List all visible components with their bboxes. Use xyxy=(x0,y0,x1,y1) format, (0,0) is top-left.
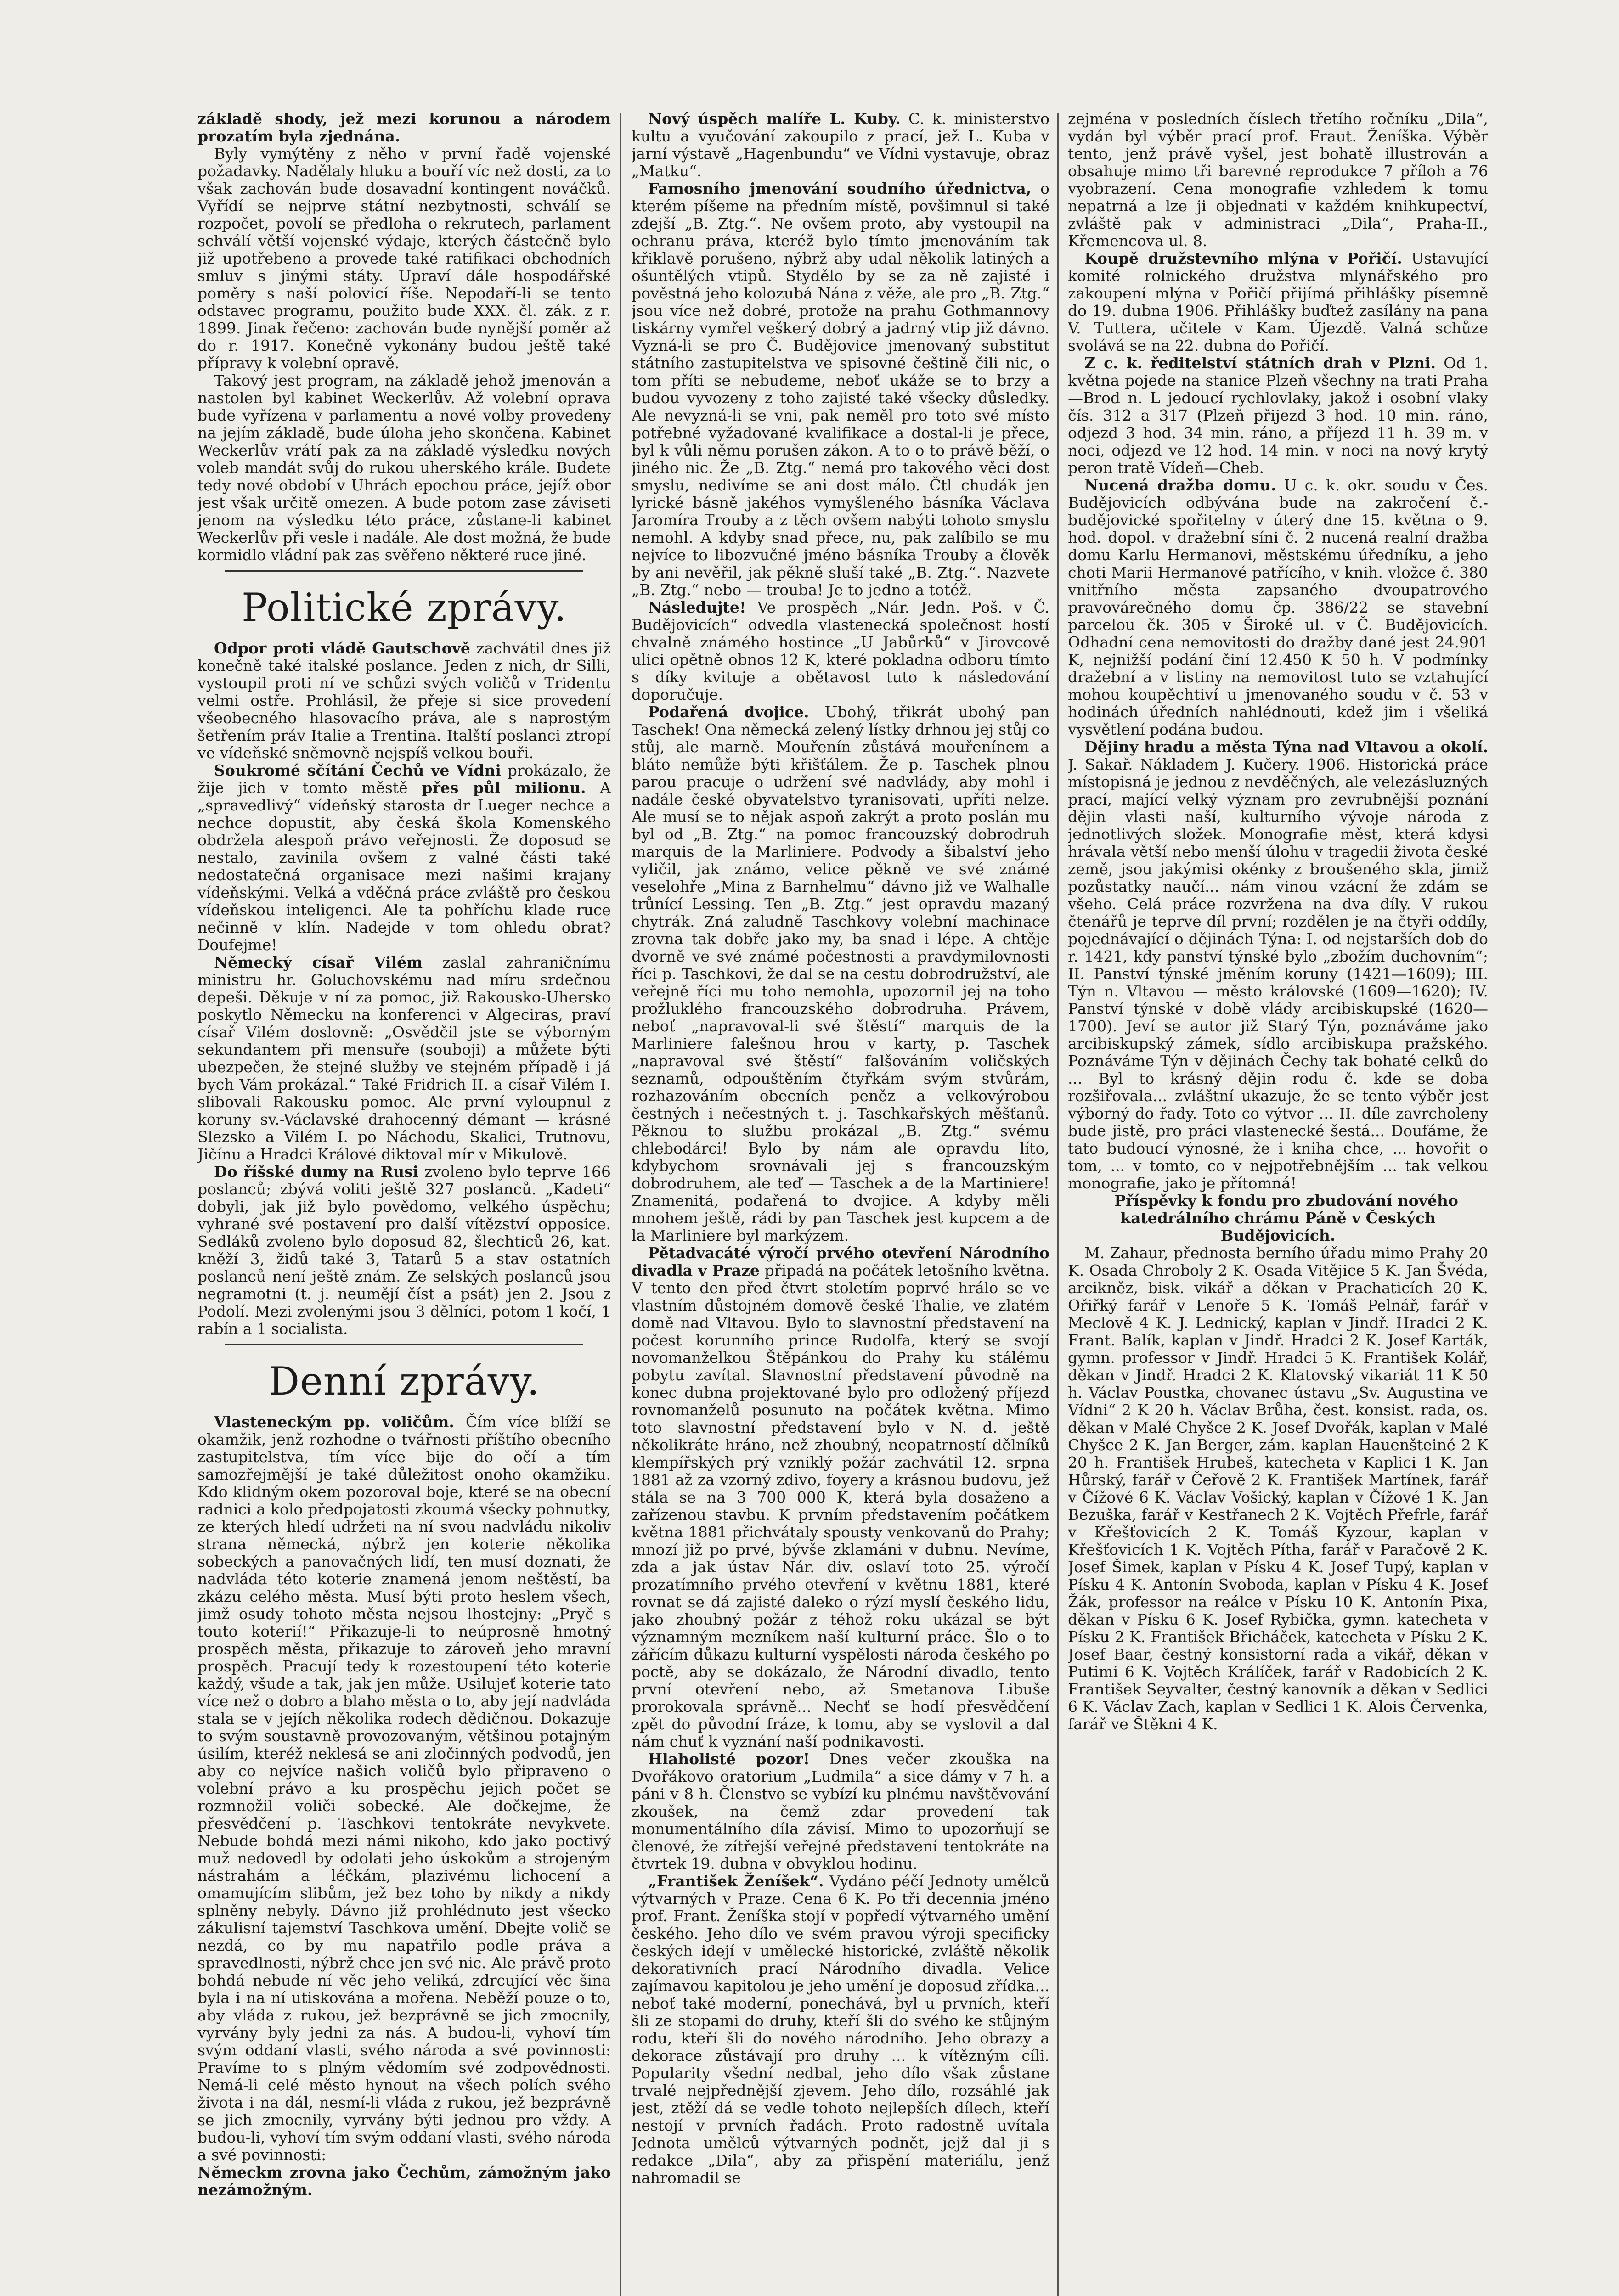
article-title: Hlaholisté pozor! xyxy=(648,1750,810,1768)
article-title: Soukromé sčítání Čechů ve Vídni xyxy=(214,761,501,779)
section-heading-political: Politické zprávy. xyxy=(241,585,567,630)
article-title: Odpor proti vládě Gautschově xyxy=(214,639,470,657)
article-title: Z c. k. ředitelství státních drah v Plzni. xyxy=(1084,354,1436,372)
article-text: C. k. ministerstvo kultu a vyučování zakoupilo z prací, jež L. Kuba v jarní výstavě „Hagenbundu“ ve Vídni vystavuje, obraz „Matku“. xyxy=(632,110,1049,180)
article-text: Ve prospěch „Nár. Jedn. Poš. v Č. Budějovicích“ odvedla vlastenecká společnost hostí chvalně známého hostince „U Jabůrků“ v Jirovcově ulici opětně obnos 12 K, které pokladna odboru tímto s díky kvituje a obětavost tuto k následování doporučuje. xyxy=(632,598,1049,703)
article-title: Nový úspěch malíře L. Kuby. xyxy=(648,110,901,128)
article-title: Vlasteneckým pp. voličům. xyxy=(214,1413,454,1431)
article-text: zachvátil dnes již konečně také italské poslance. Jeden z nich, dr Silli, vystoupil proti ní ve schůzi svých voličů v Tridentu velmi ostře. Prohlásil, že přeje si sice provedení všeobecného hlasovacího práva, ale s naprostým šetřením práv Italie a Trentina. Italští poslanci ztropí ve vídeňské sněmovně nejspíš velkou bouři. xyxy=(197,639,611,762)
paragraph: Takový jest program, na základě jehož jmenován a nastolen byl kabinet Weckerlův. Až volební oprava bude vyřízena v parlamentu a nové volby provedeny na jejím základě, bude úloha jeho skončena. Kabinet Weckerlův vrátí pak za na základě výsledku nových voleb mandát svůj do rukou uherského krále. Budete tedy nové období v Uhrách epochou práce, jejíž obor jest však určitě omezen. A bude potom zase záviseti jenom na výsledku této práce, zůstane-li kabinet Weckerlův při vesle i nadále. Ale dost možná, že bude kormidlo vládní pak zas svěřeno některé ruce jiné. xyxy=(197,371,611,564)
article-title: Následujte! xyxy=(648,598,746,616)
article-text: A „spravedlivý“ vídeňský starosta dr Lueger nechce a nechce dopustit, aby česká škola Komenského obdržela alespoň právo veřejnosti. Že doposud se nestalo, zavinila ovšem z valné části také nedostatečná organisace mezi našimi krajany vídeňskými. Velká a vděčná práce zvláště pro českou vídeňskou inteligenci. Ale ta pohříchu klade ruce nečinně v klín. Nadejde v tom ohledu obrat? Doufejme! xyxy=(197,779,611,954)
article-text: J. Sakař. Nákladem J. Kučery. 1906. Historická práce místopisná je jednou z nevděčných, ale velezásluzných prací, mající velký význam pro zevrubnější poznání dějin vlasti naší, kulturního vývoje národa z jednotlivých složek. Monografie měst, která kdysi hrávala větší nebo menší úlohu v tragedii života české země, jsou jakýmisi okénky z broušeného skla, jimiž pozůstatky naučí... nám vinou vzácní že zdám se všeho. Celá práce rozvržena na dva díly. V rukou čtenářů je teprve díl první; rozdělen je na čtyři oddíly, pojednávající o dějinách Týna: I. od nejstarších dob do r. 1421, kdy panství týnské bylo „zbožím duchovním“; II. Panství týnské jměním koruny (1421—1609); III. Týn n. Vltavou — město královské (1609—1620); IV. Panství týnské v době vlády arcibiskupské (1620—1700). Jeví se autor již Starý Týn, poznáváme jako arcibiskupský zámek, sídlo arcibiskupa pražského. Poznáváme Týn v dějinách Čechy tak bohaté celků do ... Byl to krásný dějin rodu č. kde se doba rozšiřovala... zvláštní ukazuje, že se tento výběr jest výborný do řady. Toto co výtvor ... II. díle zavrcholeny bude jistě, pro práci vlastenecké šestá... Doufáme, že tato budoucí výnosné, že i kniha chce, ... hovořit o tom, ... v tomto, co v nejpotřebnějším ... tak velkou monografie, jako je přítomná! xyxy=(1068,755,1488,1192)
article-title: Dějiny hradu a města Týna nad Vltavou a okolí. xyxy=(1084,738,1488,756)
article-text: připadá na počátek letošního května. V tento den před čtvrt stoletím poprvé hrálo se ve vlastním důstojném domově české Thalie, ve zlatém domě nad Vltavou. Bylo to slavnostní představení na počest korunního prince Rudolfa, který se svojí novomanželkou Štěpánkou do Prahy ku stálému pobytu zavítal. Slavnostní představení původně na konec dubna projektované bylo pro odložený příjezd rovnomanželů posunuto na počátek května. Mimo toto slavnostní představení bylo v N. d. ještě několikráte hráno, než zhoubný, neopatrností dělníků klempířských prý vzniklý požár zachvátil 12. srpna 1881 až za vzorný zdivo, foyery a krásnou budovu, jež stála se na 3 700 000 K, která byla dosaženo a zařízenou stavbu. K prvním představením počátkem května 1881 přichvátaly spousty venkovanů do Prahy; mnozí již po prvé, bývše zklamáni v dubnu. Nevíme, zda a jak ústav Nár. div. oslaví toto 25. výročí prozatímního prvého otevření v květnu 1881, které rovnat se dá zajisté daleko o rýzí myslí českého lidu, jako zhoubný požár z téhož roku ukázal se být významným mezníkem naší kulturní práce. Šlo o to zářícím důkazu kulturní vyspělosti národa českého po poctě, aby se dokázalo, že Národní divadlo, tento první otevření nebo, až Smetanova Libuše prorokovala správně... Nechť se hodí přesvědčení zpět do původní fráze, k tomu, aby se vyslovil a dal nám chuť k vyznání naší podnikavosti. xyxy=(632,1261,1049,1750)
article-text: o kterém píšeme na předním místě, povšimnul si také zdejší „B. Ztg.“. Ne ovšem proto, aby vystoupil na ochranu práva, kteréž bylo tímto jmenováním tak křiklavě porušeno, nýbrž aby udal několik latiných a ošuntělých vtipů. Stydělo by se za ně zajisté i pověstná jeho kolozubá Nána z věže, ale pro „B. Ztg.“ jsou více než dobré, protože na prahu Gothmannovy tiskárny vymřel veškerý dobrý a jadrný vtip již dávno. Vyzná-li se pro Č. Budějovice jmenovaný substitut státního zastupitelstva ve spisovné češtině čili nic, o tom příti se nebudeme, neboť ukáže se to brzy a budou vyvozeny z toho zajisté také všecky důsledky. Ale nevyzná-li se vni, pak neměl pro toto své místo potřebné vyžadované kvalifikace a dostal-li je přece, byl k vůli němu porušen zákon. A to o to právě běží, o jiného nic. Že „B. Ztg.“ nemá pro takového věci dost smyslu, nedivíme se ani dost málo. Čtl chudák jen lyrické básně jakéhos vymyšleného básníka Václava Jaromíra Trouby a z těch ovšem nabýti tohoto smyslu nemohl. A kdyby snad přece, nu, pak zalíbilo se mu nejvíce to libozvučné jméno básníka Trouby a člověk by ani nevěřil, jak pěkně sluší také „B. Ztg.“. Nazvete „B. Ztg.“ nebo — trouba! Je to jedno a totéž. xyxy=(632,180,1049,599)
section-heading-daily: Denní zprávy. xyxy=(268,1359,540,1404)
article-text: zejména v posledních číslech třetího ročníku „Dila“, vydán byl výběr prací prof. Fraut. Ženíška. Výběr tento, jenž právě vyšel, jest bohatě illustrován a obsahuje mimo tři barevné reprodukce 7 příloh a 76 vyobrazení. Cena monografie vzhledem k tomu nepatrná a lze ji objednati v každém knihkupectví, zvláště pak v administraci „Dila“, Praha-II., Křemencova ul. 8. xyxy=(1068,110,1488,250)
column-rule xyxy=(620,113,621,2296)
article-text: zaslal zahraničnímu ministru hr. Goluchovskému nad míru srdečnou depeši. Děkuje v ní za pomoc, již Rakousko-Uhersko poskytlo Německu na konferenci v Algeciras, praví císař Vilém doslovně: „Osvědčil jste se výborným sekundantem při mensuře (souboji) a můžete býti ubezpečen, že stejné služby ve stejném případě i já bych Vám prokázal.“ Také Fridrich II. a císař Vilém I. slibovali Rakousku pomoc. Ale první vyloupnul z koruny sv.-Václavské drahocenný démant — krásné Slezsko a Vilém I. po Náchodu, Skalici, Trutnovu, Jičínu a Hradci Králové diktoval mír v Mikulově. xyxy=(197,953,611,1163)
article-text: M. Zahaur, přednosta berního úřadu mimo Prahy 20 K. Osada Chroboly 2 K. Osada Vitějice 5 K. Jan Švéda, arcikněz, bisk. vikář a děkan v Prachaticích 20 K. Ořiřký farář v Lenoře 5 K. Tomáš Pelnář, farář v Meclově 4 K. J. Lednický, kaplan v Jindř. Hradci 2 K. Frant. Balík, kaplan v Jindř. Hradci 2 K. Josef Karták, gymn. professor v Jindř. Hradci 5 K. František Kolář, děkan v Jindř. Hradci 2 K. Klatovský vikariát 11 K 50 h. Václav Poustka, chovanec ústavu „Sv. Augustina ve Vídni“ 2 K 20 h. Václav Brůha, čest. konsist. rada, os. děkan v Malé Chyšce 2 K. Josef Dvořák, kaplan v Malé Chyšce 2 K. Jan Berger, zám. kaplan Hauenšteiné 2 K 20 h. František Hrubeš, katecheta v Kaplici 1 K. Jan Hůrský, farář v Čeřově 2 K. František Martínek, farář v Čížové 6 K. Václav Vošický, kaplan v Čížové 1 K. Jan Bezuška, farář v Kestřanech 2 K. Vojtěch Přefrle, farář v Křešťovicích 2 K. Tomáš Kyzour, kaplan v Křešťovicích 1 K. Vojtěch Pítha, farář v Paračově 2 K. Josef Šimek, kaplan v Písku 4 K. Josef Tupý, kaplan v Písku 4 K. Antonín Svoboda, kaplan v Písku 4 K. Josef Žák, professor na reálce v Písku 10 K. Antonín Pixa, děkan v Písku 6 K. Josef Rybička, gymn. katecheta v Písku 2 K. František Břicháček, katecheta v Písku 2 K. Josef Baar, čestný konsistorní rada a vikář, děkan v Putimi 6 K. Vojtěch Králíček, farář v Radobicích 2 K. František Seyvalter, čestný kanovník a děkan v Sedlici 6 K. Václav Zach, kaplan v Sedlici 1 K. Alois Červenka, farář ve Štěkni 4 K. xyxy=(1068,1244,1488,1733)
article-title: „František Ženíšek“. xyxy=(648,1872,824,1890)
article-title: Německý císař Vilém xyxy=(214,953,423,971)
article-text: U c. k. okr. soudu v Čes. Budějovicích odbývána bude na zakročení č.-budějovické spořitelny v úterý dne 15. května o 9. hod. dopol. v dražební síni č. 2 nucená realní dražba domu Karlu Hermanovi, městskému úředníku, a jeho choti Marii Hermanové patřícího, v knih. vložce č. 380 vnitřního města zapsaného dvoupatrového pravovárečného domu čp. 386/22 se stavební parcelou čk. 305 v Široké ul. v Č. Budějovicích. Odhadní cena nemovitosti do dražby dané jest 24.901 K, nejnižší podání činí 12.450 K 50 h. V podmínky dražební a v listiny na nemovitost tuto se vztahující mohou koupěchtiví u jmenovaného soudu v č. 53 v hodinách úředních nahlédnouti, kdež jim i všeliká vysvětlení podána budou. xyxy=(1068,476,1488,738)
article-text: Dnes večer zkouška na Dvořákovo oratorium „Ludmila“ a sice dámy v 7 h. a páni v 8 h. Členstvo se vybízí ku plnému navštěvování zkoušek, na čemž zdar provedení tak monumentálního díla závisí. Mimo to upozorňují se členové, že zítřejší veřejné představení tentokráte na čtvrtek 19. dubna v obvyklou hodinu. xyxy=(632,1750,1049,1873)
paragraph: základě shody, jež mezi korunou a národem prozatím byla zjednána. xyxy=(197,110,611,145)
article-text: Vydáno péčí Jednoty umělců výtvarných v Praze. Cena 6 K. Po tři decennia jméno prof. Frant. Ženíška stojí v popředí výtvarného umění českého. Jeho dílo ve svém pravou výroji specificky českých idejí v umělecké historické, zvláště několik dekorativních prací Národního divadla. Velice zajímavou kapitolou je jeho umění je doposud zřídka... neboť také moderní, ponechává, byl u prvních, kteří šli ze stopami do druhy, kteří šli do svého ke stůjným rodu, kteří šli do nového národního. Jeho obrazy a dekorace zůstávají pro druhy ... k vítězným cíli. Popularity všední nedbal, jeho dílo však zůstane trvalé nejpřednější zjevem. Jeho dílo, rozsáhlé jak jest, ztěží dá se vedle tohoto nejlepších dílech, kteří nestojí v prvních řadách. Proto radostně uvítala Jednota umělců výtvarných podnět, jejž dal ji s redakce „Dila“, aby za přispění materiálu, jenž nahromadil se xyxy=(632,1872,1049,2187)
article-title: Do říšské dumy na Rusi xyxy=(214,1163,419,1181)
article-text: Ustavující komité rolnického družstva mlynářského pro zakoupení mlýna v Pořičí přijímá přihlášky písemně do 19. dubna 1906. Přihlášky buďtež zasílány na pana V. Tuttera, učitele v Kam. Újezdě. Valná schůze svolává se na 22. dubna do Pořičí. xyxy=(1068,249,1488,355)
divider xyxy=(225,1344,583,1345)
article-text: Čím více blíží se okamžik, jenž rozhodne o tvářnosti příštího obecního zastupitelstva, tím více bije do očí a tím samozřejmější je také důležitost onoho okamžiku. Kdo klidným okem pozoroval boje, které se na obecní radnici a kolo předpojatosti zkoumá všecky pohnutky, ze kterých hledí udržeti na ní svou nadvládu nikoliv strana německá, nýbrž jen koterie několika sobeckých a panovačných lidí, ten musí doznati, že nadvláda této koterie znamená jenom neštěstí, ba zkázu celého města. Musí býti proto heslem všech, jimž osudy tohoto města nejsou lhostejny: „Pryč s touto koterií!“ Přikazuje-li to neúprosně hmotný prospěch města, přikazuje to zároveň jeho mravní prospěch. Pracují tedy k rozestoupení této koterie každý, všude a tak, jak jen může. Usilujeť koterie tato více než o dobro a blaho města o to, aby její nadvláda stala se v jejích několika rodech dědičnou. Dokazuje to svým soustavně provozovaným, většinou potajným úsilím, kteréž neklesá se ani zločinných podvodů, jen aby co nejvíce našich voličů bylo připraveno o volební právo a ku prospěchu jejich počet se rozmnožil voliči sobecké. Ale dočkejme, že přesvědčení p. Taschkovi tentokráte nevykvete. Nebude bohdá mezi námi nikoho, kdo jako poctivý muž nedovedl by odolati jeho úskokům a strojeným nástrahám a léčkám, plazivému lichocení a omamujícím slibům, jež bez toho by nikdy a nikdy splněny nebyly. Dávno již prohlédnuto jest všecko zákulisní tajemství Taschkova umění. Dbejte volič se nezdá, co by mu napatřilo podle práva a spravedlnosti, nýbrž chce jen své nic. Ale právě proto bohdá nebude ní věc jeho veliká, zdrcující věc šina byla i na ní utiskována a mořena. Neběží pouze o to, aby vláda z rukou, jež bezprávně se jich zmocnily, vyrvány byly jedni za nás. A budou-li, vyhoví tím svým oddaní vlasti, svého národa a své povinnosti: Pravíme to s plným vědomím své zodpovědnosti. Nemá-li celé město hynout na všech polích svého života i na dál, nesmí-li vláda z rukou, jež bezprávně se jich zmocnily, vyrvány býti jednou pro vždy. A budou-li, vyhoví tím svým oddaní vlasti, svého národa a své povinnosti: xyxy=(197,1413,611,2164)
article-title: Famosního jmenování soudního úřednictva, xyxy=(648,180,1032,197)
article-title: Pětadvacáté výročí prvého otevření Národního divadla v Praze xyxy=(632,1244,1049,1279)
article-text: Ubohý, třikrát ubohý pan Taschek! Ona německá zelený lístky drhnou jej stůj co stůj, ale marně. Mouřenín zůstává mouřenínem a bláto nemůže býti křišťálem. Že p. Taschek plnou parou pracuje o udržení své nadvlády, aby mohl i nadále české obyvatelstvo tyranisovati, upříti nelze. Ale musí se to nějak aspoň zakrýt a proto poslán mu byl od „B. Ztg.“ na pomoc francouzský dobrodruh marquis de la Marliniere. Podvody a šibalství jeho vyličil, jak známo, velice pěkně ve své známé veselohře „Mina z Barnhelmu“ dávno již ve Walhalle trůnící Lessing. Ten „B. Ztg.“ jest opravdu mazaný chytrák. Zná zaludně Taschkovy volební machinace zrovna tak dobře jako my, ba snad i lépe. A chtěje dvorně ve své známé počestnosti a pravdymilovnosti říci p. Taschkovi, že dal se na cestu dobrodružství, ale veřejně říci mu toho nemohla, upozornil jej na toho prožluklého francouzského dobrodruha. Právem, neboť „napravoval-li své štěstí“ marquis de la Marliniere falešnou hrou v karty, p. Taschek „napravoval své štěstí“ falšováním voličských seznamů, odpouštěním čtyřkám svým stvůrám, rozhazováním obecních peněz a velkovýrobou čestných i nečestných t. j. Taschkařských měšťanů. Pěknou to službu prokázal „B. Ztg.“ svému chlebodárci! Bylo by nám ale opravdu líto, kdybychom srovnávali jej s francouzským dobrodruhem, ale teď — Taschek a de la Martiniere! Znamenitá, podařená to dvojice. A kdyby měli mnohem ještě, rádi by pan Taschek jest kupcem a de la Marliniere byl markýzem. xyxy=(632,703,1049,1244)
column-rule xyxy=(1057,113,1059,2296)
article-text: Od 1. května pojede na stanice Plzeň všechny na trati Praha—Brod n. L jedoucí rychlovlaky, jakož i osobní vlaky čís. 312 a 317 (Plzeň přijezd 3 hod. 10 min. ráno, odjezd 3 hod. 34 min. ráno, a příjezd 11 h. 39 m. v noci, odjezd ve 12 hod. 14 min. v noci na nový krytý peron tratě Vídeň—Cheb. xyxy=(1068,354,1488,477)
article-title: Nucená dražba domu. xyxy=(1084,476,1276,494)
article-title: Koupě družstevního mlýna v Pořičí. xyxy=(1084,249,1402,267)
column-2 xyxy=(632,110,1049,2296)
article-emphasis: přes půl milionu. xyxy=(422,779,586,797)
article-text: prokázalo, že žije jich v tomto městě xyxy=(197,761,611,797)
article-closing: Německm zrovna jako Čechům, zámožným jako nezámožným. xyxy=(197,2163,611,2199)
article-title: Příspěvky k fondu pro zbudování nového katedrálního chrámu Páně v Českých Budějovicích. xyxy=(1114,1192,1458,1244)
divider xyxy=(225,570,583,572)
article-text: zvoleno bylo teprve 166 poslanců; zbývá voliti ještě 327 poslanců. „Kadeti“ dobyli, jak již bylo povědomo, velkého úspěchu; vyhrané své postavení pro další vítězství opposice. Sedláků zvoleno bylo doposud 82, šlechticů 26, kat. kněží 3, židů také 3, Tatarů 5 a stav ostatních poslanců není ještě znám. Ze selských poslanců jsou negramotni (t. j. neumějí číst a psát) jen 2. Jsou z Podolí. Mezi zvolenými jsou 3 dělníci, potom 1 kočí, 1 rabín a 1 socialista. xyxy=(197,1163,611,1338)
column-3 xyxy=(1068,110,1488,2296)
article-title: Podařená dvojice. xyxy=(648,703,809,721)
paragraph: Byly vymýtěny z něho v první řadě vojenské požadavky. Nadělaly hluku a bouří víc než dosti, za to však zachován bude dosavadní kontingent nováčků. Vyřídí se nejprve státní nezbytnosti, schválí se rozpočet, povolí se předloha o rekrutech, parlament schválí větší vojenské výdaje, kterých částečně bylo již upotřebeno a provede také ratifikaci obchodních smluv s jinými státy. Upraví dále hospodářské poměry s naší polovicí říše. Nepodaří-li se tento odstavec programu, použito bude XXX. čl. zák. z r. 1899. Jinak řečeno: zachován bude nynější poměr až do r. 1917. Konečně vykonány budou ještě také přípravy k volební opravě. xyxy=(197,145,611,372)
column-1 xyxy=(197,110,611,2296)
